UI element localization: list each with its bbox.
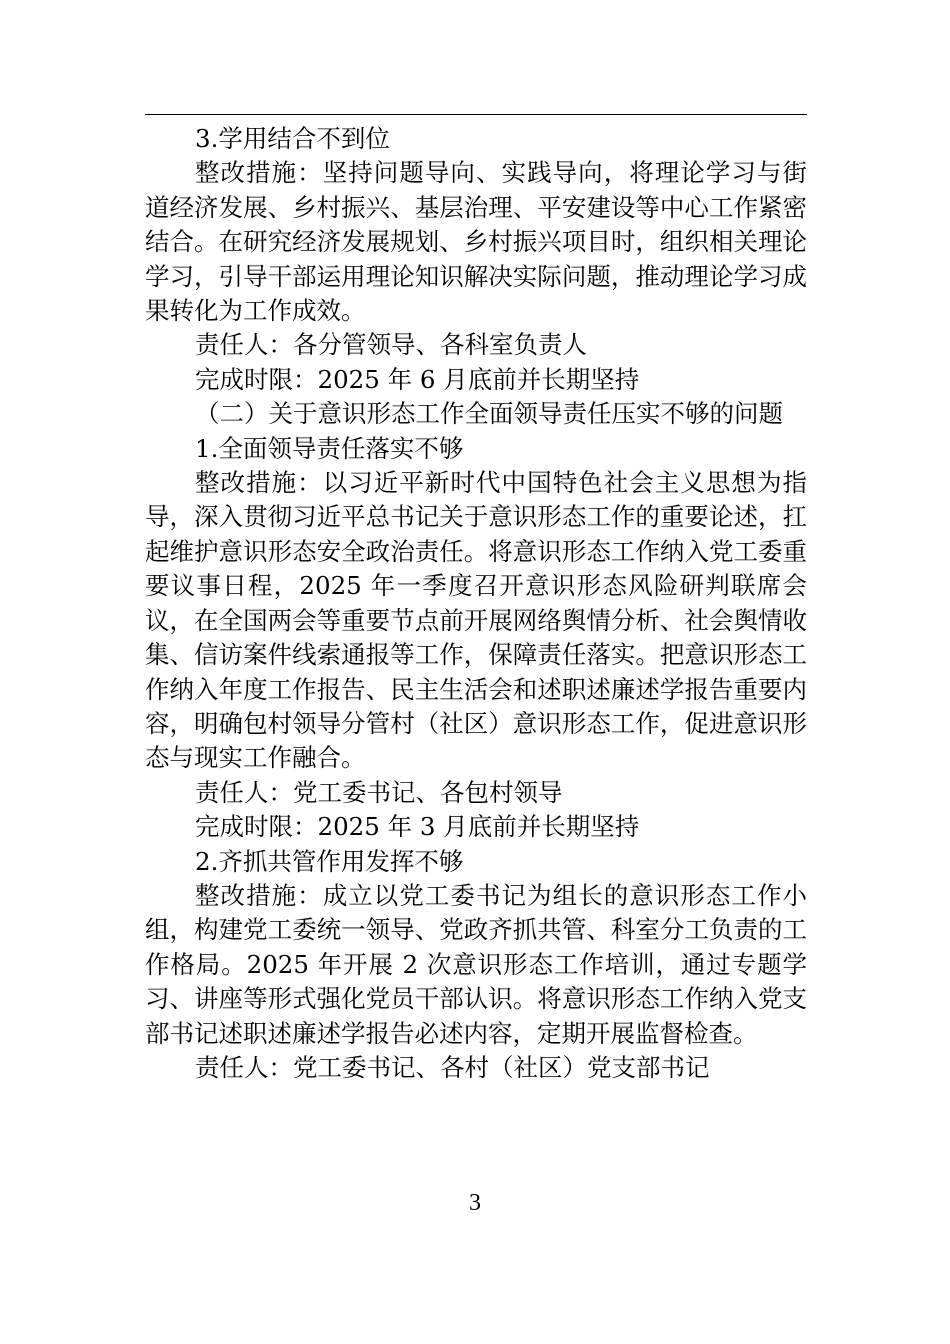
section-heading-2: 2.齐抓共管作用发挥不够 [195,846,464,876]
responsible-person-line: 责任人：各分管领导、各科室负责人 [195,330,587,360]
section-heading-1: 1.全面领导责任落实不够 [195,433,464,463]
rectification-measures-paragraph: 整改措施：坚持问题导向、实践导向，将理论学习与街道经济发展、乡村振兴、基层治理、平安建设等中心工作紧密结合。在研究经济发展规划、乡村振兴项目时，组织相关理论学习，引导干部运用理论知识解决实际问题，推动理论学习成果转化为工作成效。 [145,158,807,326]
rectification-measures-paragraph: 整改措施：成立以党工委书记为组长的意识形态工作小组，构建党工委统一领导、党政齐抓共管、科室分工负责的工作格局。2025 年开展 2 次意识形态工作培训，通过专题学习、讲座等形式强化党员干部认识。将意识形态工作纳入党支部书记述职述廉述学报告必述内容，定期开展监督检查。 [145,880,807,1048]
deadline-line: 完成时限：2025 年 3 月底前并长期坚持 [195,812,640,842]
responsible-person-line: 责任人：党工委书记、各包村领导 [195,777,563,807]
rectification-measures-paragraph: 整改措施：以习近平新时代中国特色社会主义思想为指导，深入贯彻习近平总书记关于意识形态工作的重要论述，扛起维护意识形态安全政治责任。将意识形态工作纳入党工委重要议事日程，2025 年一季度召开意识形态风险研判联席会议，在全国两会等重要节点前开展网络舆情分析、社会舆情收集、信访案件线索通报等工作，保障责任落实。把意识形态工作纳入年度工作报告、民主生活会和述职述廉述学报告重要内容，明确包村领导分管村（社区）意识形态工作，促进意识形态与现实工作融合。 [145,468,807,773]
responsible-person-line: 责任人：党工委书记、各村（社区）党支部书记 [195,1052,710,1082]
header-rule [145,114,807,115]
deadline-line: 完成时限：2025 年 6 月底前并长期坚持 [195,364,640,394]
page-number: 3 [469,1190,481,1216]
subsection-heading-2: （二）关于意识形态工作全面领导责任压实不够的问题 [195,399,783,429]
document-body [145,122,807,1085]
section-heading-3: 3.学用结合不到位 [195,124,390,153]
